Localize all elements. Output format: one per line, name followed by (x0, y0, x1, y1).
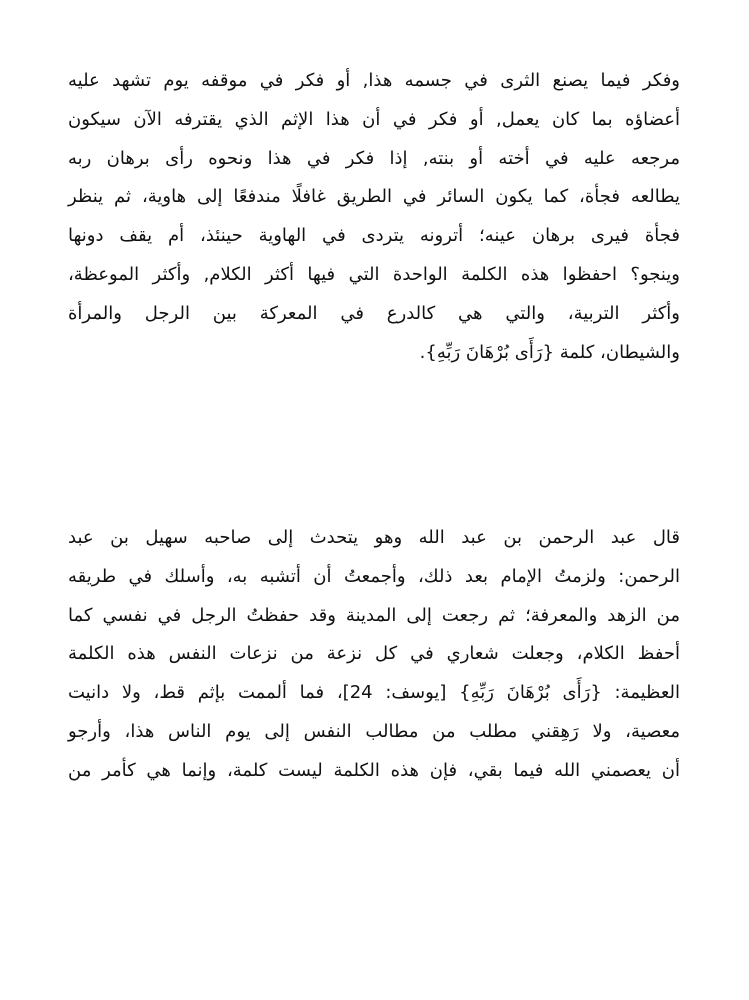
paragraph-line: مرجعه عليه في أخته أو بنته, إذا فكر في هذا ونحوه رأى برهان ربه (68, 147, 680, 169)
paragraph-line: والشيطان، كلمة {رَأَى بُرْهَانَ رَبِّهِ}. (419, 341, 680, 363)
paragraph-line: العظيمة: {رَأَى بُرْهَانَ رَبِّهِ} [يوسف: 24]، فما ألممت بإثم قط، ولا دانيت (68, 682, 680, 704)
paragraph-line: وأكثر التربية، والتي هي كالدرع في المعركة بين الرجل والمرأة (68, 302, 680, 324)
paragraph-2 (68, 519, 680, 791)
paragraph-line: يطالعه فجأة، كما يكون السائر في الطريق غافلًا مندفعًا إلى هاوية، ثم ينظر (68, 186, 680, 208)
paragraph-1 (68, 62, 680, 372)
paragraph-line: أن يعصمني الله فيما بقي، فإن هذه الكلمة ليست كلمة، وإنما هي كأمر من (68, 759, 680, 781)
paragraph-line: وفكر فيما يصنع الثرى في جسمه هذا, أو فكر في موقفه يوم تشهد عليه (68, 70, 680, 91)
paragraph-line: أحفظ الكلام، وجعلت شعاري في كل نزعة من نزعات النفس هذه الكلمة (68, 643, 680, 665)
paragraph-line: معصية، ولا رَهِقني مطلب من مطالب النفس إلى يوم الناس هذا، وأرجو (68, 720, 680, 742)
paragraph-line: وينجو؟ احفظوا هذه الكلمة الواحدة التي فيها أكثر الكلام, وأكثر الموعظة، (68, 263, 680, 285)
paragraph-line: من الزهد والمعرفة؛ ثم رجعت إلى المدينة وقد حفظتُ الرجل في نفسي كما (68, 604, 680, 626)
paragraph-line: قال عبد الرحمن بن عبد الله وهو يتحدث إلى صاحبه سهيل بن عبد (68, 527, 680, 548)
paragraph-line: فجأة فيرى برهان عينه؛ أترونه يتردى في الهاوية حينئذ، أم يقف دونها (68, 225, 680, 247)
paragraph-line: أعضاؤه بما كان يعمل, أو فكر في أن هذا الإثم الذي يقترفه الآن سيكون (68, 108, 680, 130)
paragraph-line: الرحمن: ولزمتُ الإمام بعد ذلك، وأجمعتُ أن أتشبه به، وأسلك في طريقه (68, 565, 680, 587)
